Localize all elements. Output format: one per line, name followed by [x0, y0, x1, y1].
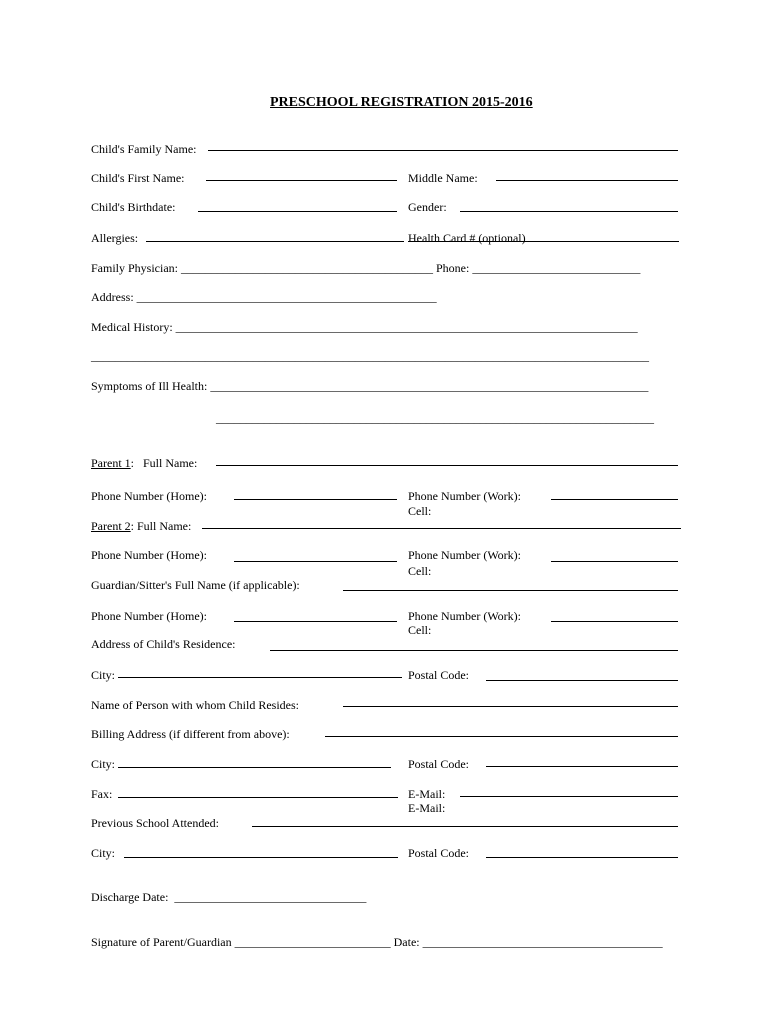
- resides-with-field[interactable]: [343, 706, 678, 707]
- email-label-2: E-Mail:: [408, 801, 446, 815]
- billing-address-label: Billing Address (if different from above):: [91, 727, 290, 741]
- guardian-label: Guardian/Sitter's Full Name (if applicable):: [91, 578, 300, 592]
- family-name-field[interactable]: [208, 150, 678, 151]
- parent2-phone-home-field[interactable]: [234, 561, 397, 562]
- birthdate-label: Child's Birthdate:: [91, 200, 176, 214]
- parent2-phone-home-label: Phone Number (Home):: [91, 548, 207, 562]
- medical-history-line[interactable]: Medical History: _____________________________________________________________________________: [91, 320, 638, 334]
- health-card-field[interactable]: [408, 241, 679, 242]
- health-card-label: Health Card # (optional): [408, 231, 526, 245]
- guardian-name-field[interactable]: [343, 590, 678, 591]
- form-title: PRESCHOOL REGISTRATION 2015-2016: [270, 95, 533, 110]
- school-postal-field[interactable]: [486, 857, 678, 858]
- child-residence-field[interactable]: [270, 650, 678, 651]
- discharge-date-line[interactable]: Discharge Date: ________________________________: [91, 890, 367, 904]
- gender-label: Gender:: [408, 200, 447, 214]
- birthdate-field[interactable]: [198, 211, 397, 212]
- school-city-label: City:: [91, 846, 116, 860]
- parent2-phone-work-label: Phone Number (Work):: [408, 548, 522, 562]
- parent2-prefix: Parent 2: [91, 519, 131, 533]
- resides-with-label: Name of Person with whom Child Resides:: [91, 698, 299, 712]
- school-postal-label: Postal Code:: [408, 846, 470, 860]
- email-label: E-Mail:: [408, 787, 446, 801]
- allergies-label: Allergies:: [91, 231, 139, 245]
- parent1-phone-home-label: Phone Number (Home):: [91, 489, 207, 503]
- middle-name-field[interactable]: [496, 180, 678, 181]
- parent1-label: [91, 456, 197, 470]
- billing-postal-field[interactable]: [486, 766, 678, 767]
- family-name-label: Child's Family Name:: [91, 142, 197, 156]
- gender-field[interactable]: [460, 211, 678, 212]
- fax-label: Fax:: [91, 787, 113, 801]
- email-field[interactable]: [460, 796, 678, 797]
- residence-postal-label: Postal Code:: [408, 668, 470, 682]
- billing-postal-label: Postal Code:: [408, 757, 470, 771]
- parent1-suffix: : Full Name:: [130, 456, 198, 470]
- allergies-field[interactable]: [146, 241, 404, 242]
- symptoms-line[interactable]: Symptoms of Ill Health: _________________________________________________________________________: [91, 379, 649, 393]
- guardian-phone-home-label: Phone Number (Home):: [91, 609, 207, 623]
- medical-history-continued-line[interactable]: _____________________________________________________________________________________________: [91, 349, 649, 363]
- first-name-label: Child's First Name:: [91, 171, 185, 185]
- guardian-cell-label: Cell:: [408, 623, 432, 637]
- billing-address-field[interactable]: [325, 736, 678, 737]
- billing-city-label: City:: [91, 757, 116, 771]
- parent1-cell-label: Cell:: [408, 504, 432, 518]
- fax-field[interactable]: [118, 797, 398, 798]
- parent1-phone-home-field[interactable]: [234, 499, 397, 500]
- guardian-phone-home-field[interactable]: [234, 621, 397, 622]
- parent2-suffix: : Full Name:: [130, 519, 192, 533]
- symptoms-continued-line[interactable]: _________________________________________________________________________: [216, 411, 654, 425]
- first-name-field[interactable]: [206, 180, 397, 181]
- parent1-phone-work-label: Phone Number (Work):: [408, 489, 522, 503]
- previous-school-field[interactable]: [252, 826, 678, 827]
- billing-city-field[interactable]: [118, 767, 391, 768]
- family-physician-line[interactable]: Family Physician: __________________________________________ Phone: ____________________________: [91, 261, 641, 275]
- guardian-phone-work-field[interactable]: [551, 621, 678, 622]
- parent2-name-field[interactable]: [202, 528, 681, 529]
- parent1-phone-work-field[interactable]: [551, 499, 678, 500]
- residence-postal-field[interactable]: [486, 680, 678, 681]
- parent2-cell-label: Cell:: [408, 564, 432, 578]
- residence-city-field[interactable]: [118, 677, 402, 678]
- guardian-phone-work-label: Phone Number (Work):: [408, 609, 522, 623]
- residence-city-label: City:: [91, 668, 116, 682]
- address-line[interactable]: Address: __________________________________________________: [91, 290, 437, 304]
- parent2-label: [91, 519, 191, 533]
- parent1-prefix: Parent 1: [91, 456, 131, 470]
- school-city-field[interactable]: [124, 857, 398, 858]
- middle-name-label: Middle Name:: [408, 171, 478, 185]
- child-residence-label: Address of Child's Residence:: [91, 637, 236, 651]
- previous-school-label: Previous School Attended:: [91, 816, 219, 830]
- signature-date-line[interactable]: Signature of Parent/Guardian __________________________ Date: ________________________________________: [91, 935, 663, 949]
- parent1-name-field[interactable]: [216, 465, 678, 466]
- parent2-phone-work-field[interactable]: [551, 561, 678, 562]
